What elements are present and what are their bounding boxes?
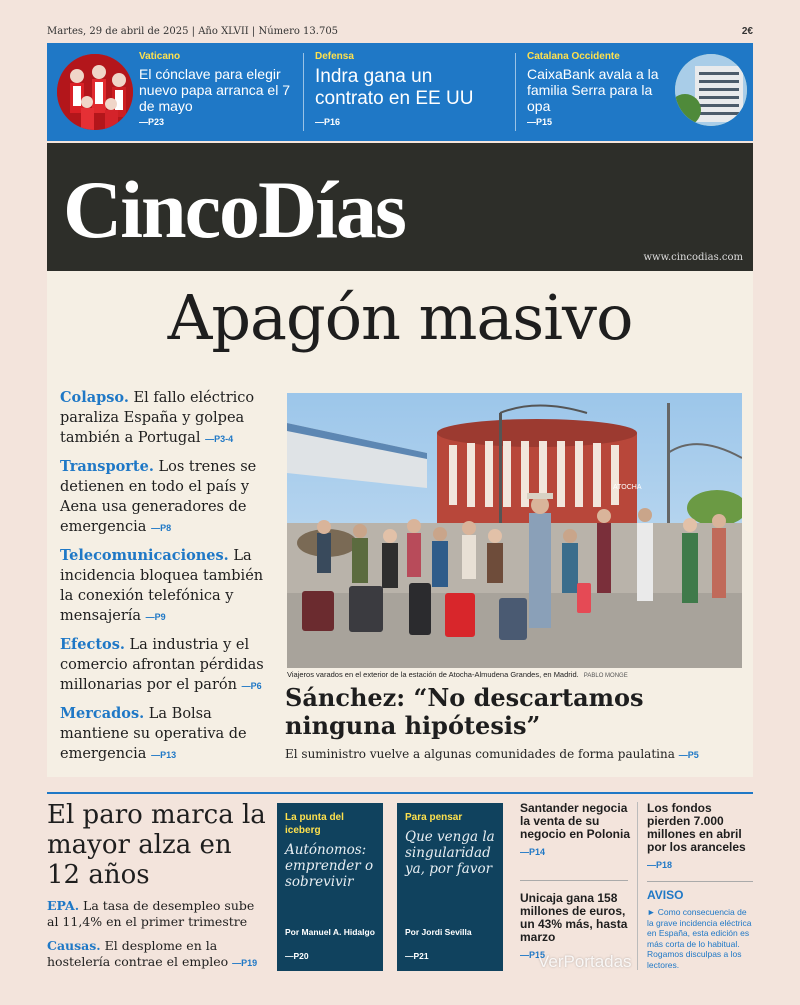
bullet-label: Transporte. — [60, 458, 154, 475]
dek-page: —P5 — [678, 750, 699, 760]
teaser-catalana[interactable] — [527, 43, 667, 141]
photo-caption — [287, 670, 747, 679]
bullet-colapso[interactable] — [60, 388, 275, 449]
paro-item-label: Causas. — [47, 938, 101, 953]
teaser-text: CaixaBank avala a la familia Serra para la opa — [527, 66, 659, 114]
paro-item-label: EPA. — [47, 898, 80, 913]
section-divider — [47, 792, 753, 794]
teaser-separator — [515, 53, 516, 131]
bullet-text: La incidencia bloquea también la conexión telefónica y mensajería — [60, 548, 264, 624]
photo-credit: PABLO MONGE — [583, 673, 628, 679]
paro-item-causas — [47, 938, 267, 971]
paro-item-epa — [47, 898, 267, 930]
brief-santander[interactable] — [520, 802, 630, 857]
teaser-separator — [303, 53, 304, 131]
brief-separator — [647, 881, 753, 882]
bullet-page: —P8 — [151, 523, 172, 533]
teaser-kicker: Vaticano — [139, 51, 181, 62]
main-headline[interactable]: Apagón masivo — [167, 281, 633, 354]
brief-text: Santander negocia la venta de su negocio en Polonia — [520, 801, 631, 841]
bullet-page: —P6 — [241, 681, 262, 691]
bullet-text: El fallo eléctrico paraliza España y golpea también a Portugal — [60, 390, 255, 446]
price: 2€ — [741, 26, 753, 37]
site-url[interactable]: www.cincodias.com — [643, 252, 743, 263]
bullet-transporte[interactable] — [60, 457, 275, 538]
watermark: VerPortadas — [538, 952, 632, 971]
bullet-page: —P3-4 — [205, 434, 234, 444]
brief-page: —P15 — [520, 950, 546, 960]
caption-text: Viajeros varados en el exterior de la estación de Atocha-Almudena Grandes, en Madrid. — [287, 670, 579, 679]
brief-separator — [520, 880, 628, 881]
station-sign: ATOCHA — [613, 484, 642, 491]
paro-item-text: El desplome en la hostelería contrae el empleo — [47, 938, 233, 969]
opinion-page: —P20 — [285, 951, 309, 961]
opinion-box-sevilla[interactable] — [397, 803, 503, 971]
bullet-text: Los trenes se detienen en todo el país y Aena usa generadores de emergencia — [60, 459, 257, 535]
brief-text: Unicaja gana 158 millones de euros, un 43% más, hasta marzo — [520, 891, 628, 944]
teaser-bar — [47, 43, 753, 141]
building-photo — [675, 54, 747, 126]
dateline — [47, 26, 753, 37]
paro-item-page: —P19 — [232, 958, 258, 968]
brief-text: Los fondos pierden 7.000 millones en abril por los aranceles — [647, 801, 746, 854]
logo[interactable]: CincoDías — [63, 164, 405, 255]
column-separator — [637, 802, 638, 970]
dateline-text: Martes, 29 de abril de 2025 | Año XLVII | Número 13.705 — [47, 26, 339, 37]
aviso-text: ► Como consecuencia de la grave incidencia eléctrica en España, esta edición es más corta de lo habitual. Rogamos disculpas a los lectores. — [647, 907, 752, 970]
teaser-vaticano[interactable] — [139, 43, 299, 141]
lead-story — [47, 271, 753, 777]
masthead — [47, 143, 753, 271]
paro-item-text: La tasa de desempleo sube al 11,4% en el primer trimestre — [47, 898, 255, 929]
opinion-author: Por Jordi Sevilla — [405, 927, 472, 937]
teaser-defensa[interactable] — [315, 43, 505, 141]
opinion-page: —P21 — [405, 951, 429, 961]
teaser-text: El cónclave para elegir nuevo papa arranca el 7 de mayo — [139, 66, 290, 114]
opinion-author: Por Manuel A. Hidalgo — [285, 927, 375, 937]
atocha-photo[interactable] — [287, 393, 742, 668]
teaser-text: Indra gana un contrato en EE UU — [315, 66, 474, 109]
lead-bullets — [60, 388, 275, 773]
conclave-photo — [57, 54, 133, 130]
opinion-kicker: La punta del iceberg — [285, 812, 344, 836]
aviso-box — [647, 888, 753, 970]
teaser-page: —P15 — [527, 117, 553, 127]
bullet-label: Telecomunicaciones. — [60, 547, 229, 564]
teaser-kicker: Defensa — [315, 51, 354, 62]
brief-unicaja[interactable] — [520, 892, 630, 960]
bullet-label: Mercados. — [60, 705, 145, 722]
brief-fondos[interactable] — [647, 802, 753, 870]
opinion-title: Autónomos: emprender o sobrevivir — [285, 842, 374, 890]
bullet-label: Efectos. — [60, 636, 125, 653]
bullet-page: —P13 — [151, 750, 177, 760]
opinion-title: Que venga la singularidad ya, por favor — [405, 829, 495, 877]
teaser-page: —P16 — [315, 117, 341, 127]
teaser-page: —P23 — [139, 117, 165, 127]
paro-headline[interactable]: El paro marca la mayor alza en 12 años — [47, 800, 266, 890]
brief-page: —P18 — [647, 860, 673, 870]
sub-headline[interactable]: Sánchez: “No descartamos ninguna hipótesis” — [285, 683, 644, 740]
bullet-text: La industria y el comercio afrontan pérdidas millonarias por el parón — [60, 637, 264, 693]
teaser-kicker: Catalana Occidente — [527, 51, 620, 62]
bullet-mercados[interactable] — [60, 704, 275, 765]
opinion-box-hidalgo[interactable] — [277, 803, 383, 971]
opinion-kicker: Para pensar — [405, 812, 463, 823]
aviso-title: AVISO — [647, 888, 684, 902]
brief-page: —P14 — [520, 847, 546, 857]
bullet-label: Colapso. — [60, 389, 129, 406]
dek-text: El suministro vuelve a algunas comunidades de forma paulatina — [285, 747, 679, 761]
dek — [285, 747, 745, 761]
bullet-text: La Bolsa mantiene su operativa de emergencia — [60, 706, 247, 762]
bullet-efectos[interactable] — [60, 635, 275, 696]
bullet-page: —P9 — [145, 612, 166, 622]
bullet-telecomunicaciones[interactable] — [60, 546, 275, 627]
paro-story[interactable] — [47, 800, 267, 971]
